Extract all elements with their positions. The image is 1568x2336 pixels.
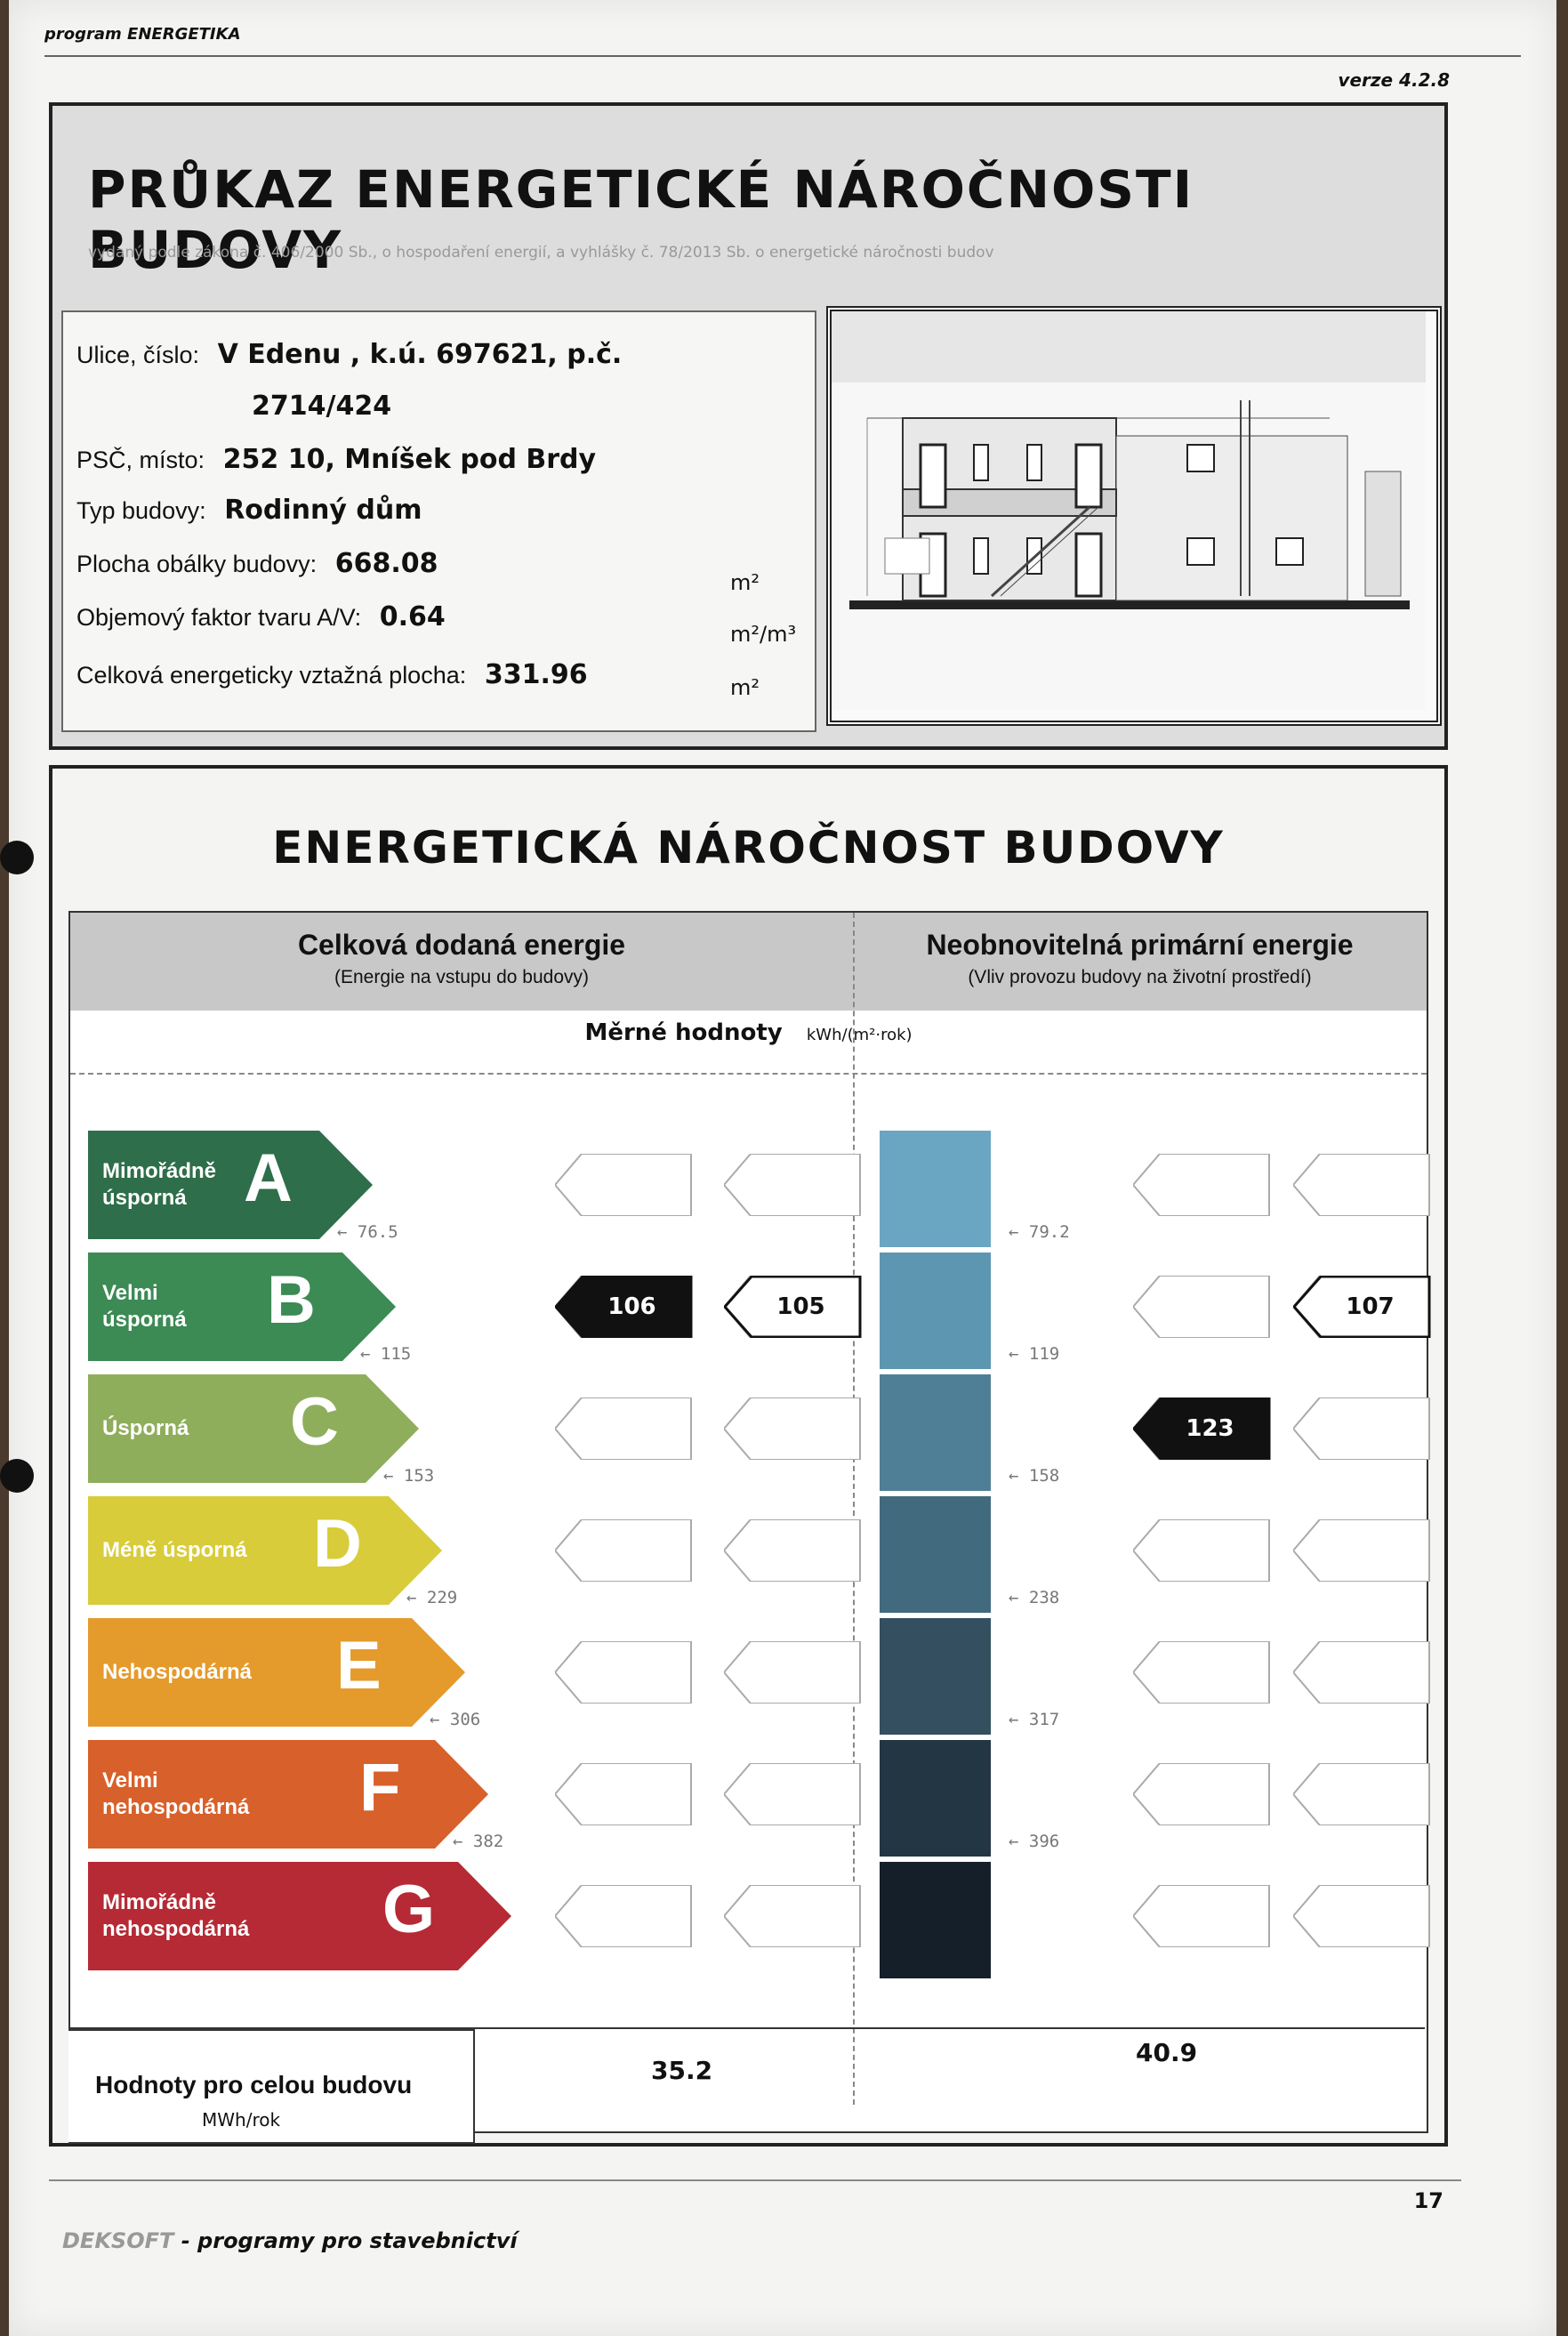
totals-row — [68, 2027, 1425, 2149]
primary-threshold: ← 396 — [1009, 1832, 1060, 1851]
type-value: Rodinný dům — [224, 495, 422, 526]
delivered-current-rating-value: 106 — [607, 1293, 656, 1320]
energy-class-c — [88, 1374, 419, 1483]
building-elevation-drawing — [826, 306, 1442, 726]
total-primary-value: 40.9 — [1136, 2038, 1198, 2067]
envelope-label: Plocha obálky budovy: — [76, 551, 318, 577]
scale-segment — [880, 1740, 991, 1857]
energy-class-letter: G — [382, 1872, 436, 1947]
delivered-threshold: ← 76.5 — [337, 1222, 398, 1242]
program-name: program ENERGETIKA — [44, 25, 241, 44]
address-row — [76, 339, 622, 370]
scale-segment — [880, 1253, 991, 1369]
primary-proposed-rating — [1293, 1276, 1431, 1338]
empty-rating-slot-left-proposed — [724, 1519, 862, 1582]
empty-rating-slot-left-current — [555, 1885, 693, 1947]
version-label: verze 4.2.8 — [1338, 69, 1450, 91]
primary-current-rating — [1133, 1398, 1271, 1460]
scale-segment — [880, 1131, 991, 1247]
volume-row — [76, 601, 446, 632]
primary-energy-subtitle: (Vliv provozu budovy na životní prostředí) — [968, 967, 1312, 987]
certificate-subtitle: vydaný podle zákona č. 406/2000 Sb., o hospodaření energií, a vyhlášky č. 78/2013 Sb. o energetické náročnosti budov — [88, 244, 994, 262]
energy-class-letter: B — [267, 1262, 316, 1338]
volume-unit: m²/m³ — [730, 622, 797, 647]
empty-rating-slot-left-proposed — [724, 1641, 862, 1704]
energy-class-e — [88, 1618, 465, 1727]
primary-proposed-rating-value: 107 — [1346, 1293, 1395, 1320]
delivered-energy-header — [70, 913, 853, 1011]
binder-hole — [0, 841, 34, 874]
area-unit: m² — [730, 675, 760, 700]
empty-rating-slot-left-current — [555, 1641, 693, 1704]
delivered-threshold: ← 306 — [430, 1710, 481, 1729]
energy-class-letter: D — [313, 1506, 362, 1582]
envelope-unit: m² — [730, 570, 760, 595]
publisher-text: - programy pro stavebnictví — [173, 2228, 518, 2253]
zip-label: PSČ, místo: — [76, 447, 205, 473]
building-info — [61, 310, 816, 732]
elevation-illustration — [832, 311, 1426, 710]
envelope-row — [76, 548, 438, 579]
empty-rating-slot-left-current — [555, 1154, 693, 1216]
zip-value: 252 10, Mníšek pod Brdy — [222, 444, 597, 475]
empty-rating-slot-right-proposed — [1293, 1641, 1431, 1704]
certificate-box — [49, 102, 1448, 750]
specific-values-label: Měrné hodnoty — [584, 1019, 783, 1046]
scale-segment — [880, 1496, 991, 1613]
empty-rating-slot-right-current — [1133, 1276, 1271, 1338]
energy-performance-box — [49, 765, 1448, 2147]
empty-rating-slot-right-proposed — [1293, 1763, 1431, 1825]
totals-unit: MWh/rok — [202, 2109, 281, 2131]
energy-class-letter: E — [336, 1628, 382, 1704]
primary-threshold: ← 238 — [1009, 1588, 1060, 1607]
energy-class-label: Velmi úsporná — [102, 1281, 187, 1332]
empty-rating-slot-right-current — [1133, 1763, 1271, 1825]
scale-segment — [880, 1374, 991, 1491]
delivered-threshold: ← 229 — [406, 1588, 458, 1607]
energy-class-a — [88, 1131, 373, 1239]
energy-title: ENERGETICKÁ NÁROČNOST BUDOVY — [272, 822, 1225, 874]
empty-rating-slot-right-proposed — [1293, 1154, 1431, 1216]
heading-divider — [70, 1073, 1427, 1075]
scale-segment — [880, 1862, 991, 1978]
energy-class-label: Méně úsporná — [102, 1538, 247, 1562]
certificate-title: PRŮKAZ ENERGETICKÉ NÁROČNOSTI BUDOVY — [88, 159, 1194, 280]
empty-rating-slot-right-proposed — [1293, 1398, 1431, 1460]
primary-energy-title: Neobnovitelná primární energie — [926, 929, 1354, 961]
energy-class-label: Mimořádně úsporná — [102, 1159, 217, 1210]
totals-label-cell — [68, 2029, 475, 2144]
empty-rating-slot-left-current — [555, 1398, 693, 1460]
empty-rating-slot-right-proposed — [1293, 1519, 1431, 1582]
area-value: 331.96 — [484, 659, 588, 690]
energy-class-d — [88, 1496, 442, 1605]
energy-class-label: Mimořádně nehospodárná — [102, 1890, 250, 1941]
totals-label: Hodnoty pro celou budovu — [95, 2071, 413, 2098]
primary-threshold: ← 79.2 — [1009, 1222, 1070, 1242]
energy-class-letter: C — [290, 1384, 339, 1460]
energy-class-letter: A — [244, 1140, 293, 1216]
delivered-proposed-rating-value: 105 — [776, 1293, 825, 1320]
energy-class-f — [88, 1740, 488, 1849]
empty-rating-slot-left-proposed — [724, 1154, 862, 1216]
empty-rating-slot-right-proposed — [1293, 1885, 1431, 1947]
energy-class-letter: F — [359, 1750, 401, 1825]
rating-panel — [68, 911, 1428, 2133]
area-label: Celková energeticky vztažná plocha: — [76, 662, 467, 689]
page-number: 17 — [1413, 2188, 1443, 2213]
empty-rating-slot-left-current — [555, 1519, 693, 1582]
empty-rating-slot-right-current — [1133, 1154, 1271, 1216]
specific-values-unit: kWh/(m²·rok) — [806, 1026, 913, 1044]
empty-rating-slot-left-proposed — [724, 1885, 862, 1947]
delivered-threshold: ← 115 — [360, 1344, 412, 1364]
envelope-value: 668.08 — [334, 548, 438, 579]
volume-label: Objemový faktor tvaru A/V: — [76, 604, 362, 631]
empty-rating-slot-left-proposed — [724, 1763, 862, 1825]
primary-threshold: ← 158 — [1009, 1466, 1060, 1486]
publisher-footer — [62, 2228, 518, 2253]
zip-row — [76, 444, 596, 475]
primary-threshold: ← 119 — [1009, 1344, 1060, 1364]
delivered-proposed-rating — [724, 1276, 862, 1338]
type-label: Typ budovy: — [76, 497, 206, 524]
volume-value: 0.64 — [379, 601, 446, 632]
energy-class-label: Velmi nehospodárná — [102, 1768, 250, 1819]
delivered-energy-title: Celková dodaná energie — [297, 929, 626, 961]
empty-rating-slot-right-current — [1133, 1641, 1271, 1704]
delivered-energy-subtitle: (Energie na vstupu do budovy) — [334, 967, 589, 987]
footer-divider — [49, 2179, 1461, 2181]
empty-rating-slot-left-proposed — [724, 1398, 862, 1460]
energy-class-g — [88, 1862, 511, 1970]
empty-rating-slot-right-current — [1133, 1885, 1271, 1947]
empty-rating-slot-right-current — [1133, 1519, 1271, 1582]
total-delivered-value: 35.2 — [651, 2056, 713, 2085]
delivered-threshold: ← 153 — [383, 1466, 435, 1486]
header-divider — [44, 55, 1521, 57]
binder-hole — [0, 1459, 34, 1493]
primary-current-rating-value: 123 — [1186, 1415, 1234, 1442]
energy-class-label: Nehospodárná — [102, 1660, 253, 1684]
address-value: V Edenu , k.ú. 697621, p.č. — [217, 339, 623, 370]
specific-values-heading — [70, 1019, 1427, 1046]
delivered-current-rating — [555, 1276, 693, 1338]
address-row-2 — [241, 391, 391, 422]
type-row — [76, 495, 422, 526]
scale-segment — [880, 1618, 991, 1735]
area-row — [76, 659, 588, 690]
energy-class-label: Úsporná — [102, 1416, 189, 1440]
primary-energy-header — [853, 913, 1427, 1011]
address-label: Ulice, číslo: — [76, 342, 200, 368]
address-value-2: 2714/424 — [252, 391, 392, 422]
energy-class-b — [88, 1253, 396, 1361]
primary-threshold: ← 317 — [1009, 1710, 1060, 1729]
delivered-threshold: ← 382 — [453, 1832, 504, 1851]
empty-rating-slot-left-current — [555, 1763, 693, 1825]
publisher-logo: DEKSOFT — [62, 2228, 174, 2253]
